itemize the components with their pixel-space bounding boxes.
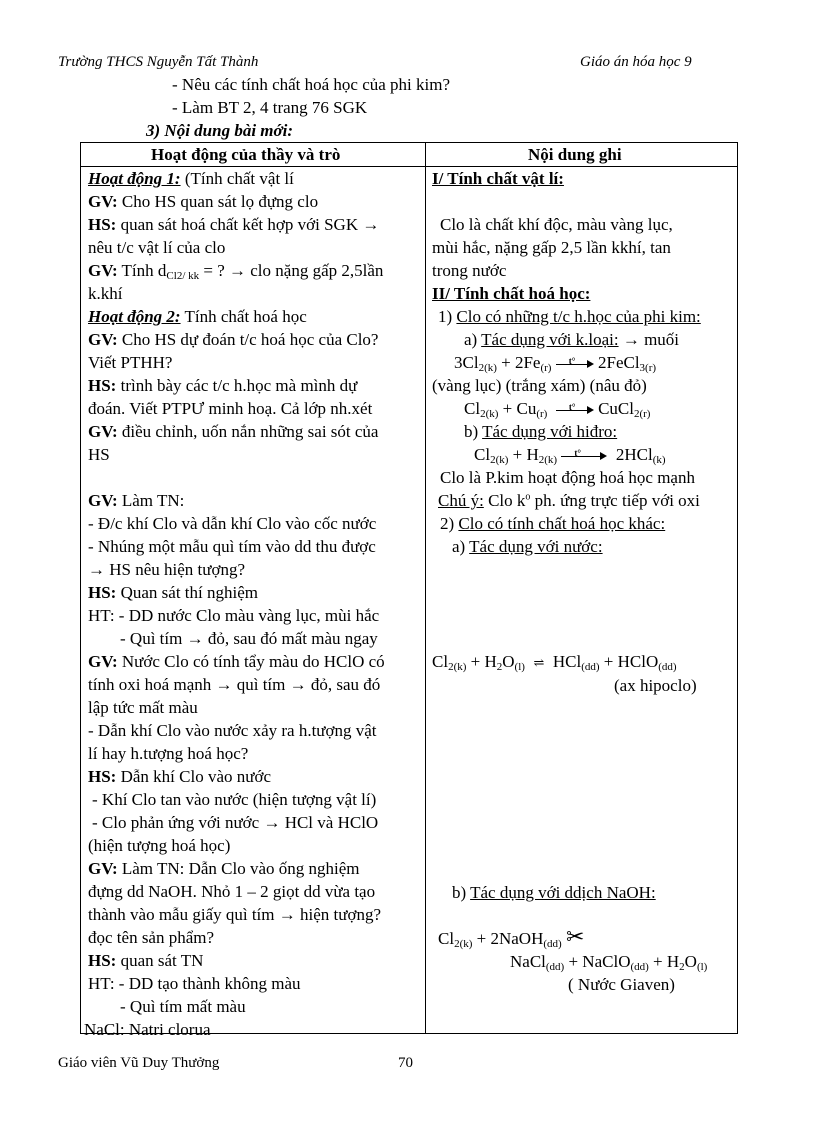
activity-1-text: (Tính chất vật lí — [180, 169, 294, 188]
text-line: - Quì tím → đỏ, sau đó mất màu ngay — [120, 629, 378, 648]
formula: Cl — [474, 445, 491, 464]
text-line: HS — [88, 445, 110, 464]
text-line: → HS nêu hiện tượng? — [88, 560, 246, 579]
subheading: Tác dụng với ddịch NaOH: — [470, 883, 656, 902]
subheading: Clo có tính chất hoá học khác: — [458, 514, 666, 533]
heading-chemical-properties: II/ Tính chất hoá học: — [432, 284, 591, 303]
text-line: Cho HS dự đoán t/c hoá học của Clo? — [117, 330, 379, 349]
heading-physical-properties: I/ Tính chất vật lí: — [432, 169, 564, 188]
label: HS: — [88, 583, 117, 602]
text-line: Tính d — [117, 261, 167, 280]
label: HS: — [88, 767, 117, 786]
text-line: - Quì tím mất màu — [120, 997, 246, 1016]
text-line: Clo k — [483, 491, 526, 510]
text-line: đọc tên sản phẩm? — [88, 928, 215, 947]
equation-cl-fe — [432, 351, 707, 374]
subscript: 2(k) — [478, 362, 497, 374]
label: GV: — [88, 192, 118, 211]
formula: Cl — [432, 652, 449, 671]
letter: b) — [464, 422, 483, 441]
letter: a) — [452, 537, 470, 556]
section-heading: 3) Nội dung bài mới: — [146, 121, 294, 140]
formula: O — [502, 652, 515, 671]
number: 2) — [440, 514, 459, 533]
label: HS: — [88, 376, 117, 395]
text-line: - Đ/c khí Clo và dẫn khí Clo vào cốc nước — [88, 514, 377, 533]
text-line: (hiện tượng hoá học) — [88, 836, 231, 855]
col-header-activities: Hoạt động của thầy và trò — [151, 145, 341, 164]
formula: + 2Fe — [496, 353, 541, 372]
text-line: tính oxi hoá mạnh → quì tím → đỏ, sau đó — [88, 675, 381, 694]
subject-title: Giáo án hóa học 9 — [580, 54, 692, 70]
text-line: trình bày các t/c h.học mà mình dự — [116, 376, 358, 395]
label: GV: — [88, 652, 118, 671]
text-line: → muối — [622, 330, 680, 349]
reaction-arrow — [556, 402, 594, 415]
text-line: - Dẫn khí Clo vào nước xảy ra h.tượng vật — [88, 721, 377, 740]
text-line: điều chỉnh, uốn nắn những sai sót của — [117, 422, 379, 441]
text-line: đựng dd NaOH. Nhỏ 1 – 2 giọt dd vừa tạo — [88, 882, 376, 901]
label: GV: — [88, 330, 118, 349]
arrow-label: t° — [568, 402, 576, 413]
formula: + H — [648, 952, 680, 971]
text-line: k.khí — [88, 284, 123, 303]
formula: + NaClO — [564, 952, 631, 971]
reaction-arrow — [561, 448, 607, 461]
equation-cl-naoh — [432, 924, 707, 950]
text-line: Quan sát thí nghiệm — [116, 583, 258, 602]
intro-question-1: - Nêu các tính chất hoá học của phi kim? — [172, 75, 451, 94]
text-line: NaCl: Natri clorua — [84, 1020, 211, 1039]
subheading: Clo có những t/c h.học của phi kim: — [456, 307, 701, 326]
label: GV: — [88, 491, 118, 510]
label: HS: — [88, 215, 117, 234]
formula: O — [684, 952, 697, 971]
subscript: (k) — [652, 454, 666, 466]
subheading: Tác dụng với k.loại: — [481, 330, 619, 349]
subscript: 2(k) — [448, 661, 467, 673]
text-line: = ? → clo nặng gấp 2,5lần — [199, 261, 384, 280]
subscript: (l) — [514, 661, 525, 673]
page-number: 70 — [398, 1055, 413, 1071]
scissors-icon: ✂ — [565, 924, 585, 949]
subheading: Tác dụng với hiđro: — [482, 422, 618, 441]
formula: HCl — [552, 652, 582, 671]
note-label: Chú ý: — [438, 491, 484, 510]
text-line: mùi hắc, nặng gấp 2,5 lần kkhí, tan — [432, 238, 671, 257]
label: GV: — [88, 422, 118, 441]
text-line: lập tức mất màu — [88, 698, 198, 717]
subscript: 2(k) — [454, 938, 473, 950]
text-line: Dẫn khí Clo vào nước — [116, 767, 271, 786]
formula: Cl — [464, 399, 481, 418]
subscript: (dd) — [658, 661, 677, 673]
arrow-label: t° — [568, 356, 576, 367]
formula: + H — [466, 652, 497, 671]
formula: Cl — [438, 929, 455, 948]
formula: 3Cl — [454, 353, 479, 372]
text-line: ph. ứng trực tiếp với oxi — [530, 491, 700, 510]
left-column — [84, 167, 385, 1041]
text-line: trong nước — [432, 261, 507, 280]
activity-2-title: Hoạt động 2: — [88, 307, 181, 326]
teacher-name: Giáo viên Vũ Duy Thưởng — [58, 1055, 220, 1071]
text-line: ( Nước Giaven) — [568, 975, 675, 994]
subscript: 2(k) — [480, 408, 499, 420]
text-line: quan sát TN — [116, 951, 204, 970]
subscript: (dd) — [543, 938, 562, 950]
text-line: nêu t/c vật lí của clo — [88, 238, 226, 257]
letter: a) — [464, 330, 482, 349]
subheading: Tác dụng với nước: — [469, 537, 603, 556]
formula: CuCl — [598, 399, 634, 418]
subscript: 2 — [679, 961, 685, 973]
text-line: Clo là chất khí độc, màu vàng lục, — [440, 215, 673, 234]
text-line: đoán. Viết PTPƯ minh hoạ. Cả lớp nh.xét — [88, 399, 373, 418]
subscript: (dd) — [581, 661, 600, 673]
subscript: (dd) — [630, 961, 649, 973]
activity-1-title: Hoạt động 1: — [88, 169, 181, 188]
label: GV: — [88, 859, 118, 878]
formula: + Cu — [498, 399, 537, 418]
text-line: Làm TN: — [117, 491, 185, 510]
formula: NaCl — [510, 952, 546, 971]
text-line: lí hay h.tượng hoá học? — [88, 744, 249, 763]
number: 1) — [438, 307, 457, 326]
text-line: (ax hipoclo) — [614, 676, 697, 695]
subscript: (r) — [536, 408, 548, 420]
subscript: 3(r) — [639, 362, 657, 374]
label: HS: — [88, 951, 117, 970]
column-divider — [425, 142, 426, 1034]
text-line: quan sát hoá chất kết hợp với SGK → — [116, 215, 380, 234]
col-header-notes: Nội dung ghi — [528, 145, 622, 164]
equation-cl-cu — [432, 397, 707, 420]
text-line: - Nhúng một mẫu quì tím vào dd thu được — [88, 537, 376, 556]
subscript: 2(r) — [633, 408, 651, 420]
right-column — [432, 167, 707, 996]
subscript: (r) — [540, 362, 552, 374]
subscript: 2(k) — [538, 454, 558, 466]
text-line: Clo là P.kim hoạt động hoá học mạnh — [440, 468, 695, 487]
superscript: o — [525, 491, 531, 503]
letter: b) — [452, 883, 471, 902]
subscript: (l) — [696, 961, 708, 973]
text-line: - Clo phản ứng với nước → HCl và HClO — [92, 813, 379, 832]
formula: + HClO — [599, 652, 659, 671]
arrow-label: t° — [574, 448, 581, 459]
formula: 2HCl — [615, 445, 653, 464]
formula: 2FeCl — [597, 353, 640, 372]
equation-cl-h2 — [432, 443, 707, 466]
text-line: Viết PTHH? — [88, 353, 173, 372]
text-line: HT: - DD tạo thành không màu — [88, 974, 301, 993]
formula: + 2NaOH — [472, 929, 544, 948]
text-line: (vàng lục) (trắng xám) (nâu đỏ) — [432, 376, 647, 395]
school-name: Trường THCS Nguyễn Tất Thành — [58, 54, 259, 70]
text-line: Làm TN: Dẫn Clo vào ống nghiệm — [117, 859, 360, 878]
text-line: Nước Clo có tính tẩy màu do HClO có — [117, 652, 385, 671]
activity-2-text: Tính chất hoá học — [180, 307, 307, 326]
text-line: - Khí Clo tan vào nước (hiện tượng vật lí) — [92, 790, 377, 809]
equation-cl-water — [432, 650, 707, 674]
reaction-arrow — [556, 356, 594, 369]
subscript: 2(k) — [490, 454, 509, 466]
label: GV: — [88, 261, 118, 280]
subscript: (dd) — [545, 961, 565, 973]
text-line: Cho HS quan sát lọ đựng clo — [117, 192, 319, 211]
text-line: thành vào mẫu giấy quì tím → hiện tượng? — [88, 905, 381, 924]
subscript: Cl2/ kk — [166, 270, 200, 282]
subscript: 2 — [496, 661, 503, 673]
formula: + H — [508, 445, 539, 464]
intro-question-2: - Làm BT 2, 4 trang 76 SGK — [172, 98, 368, 117]
text-line: HT: - DD nước Clo màu vàng lục, mùi hắc — [88, 606, 380, 625]
equation-cl-naoh-products — [432, 950, 707, 973]
equilibrium-icon: ⇌ — [533, 655, 545, 670]
